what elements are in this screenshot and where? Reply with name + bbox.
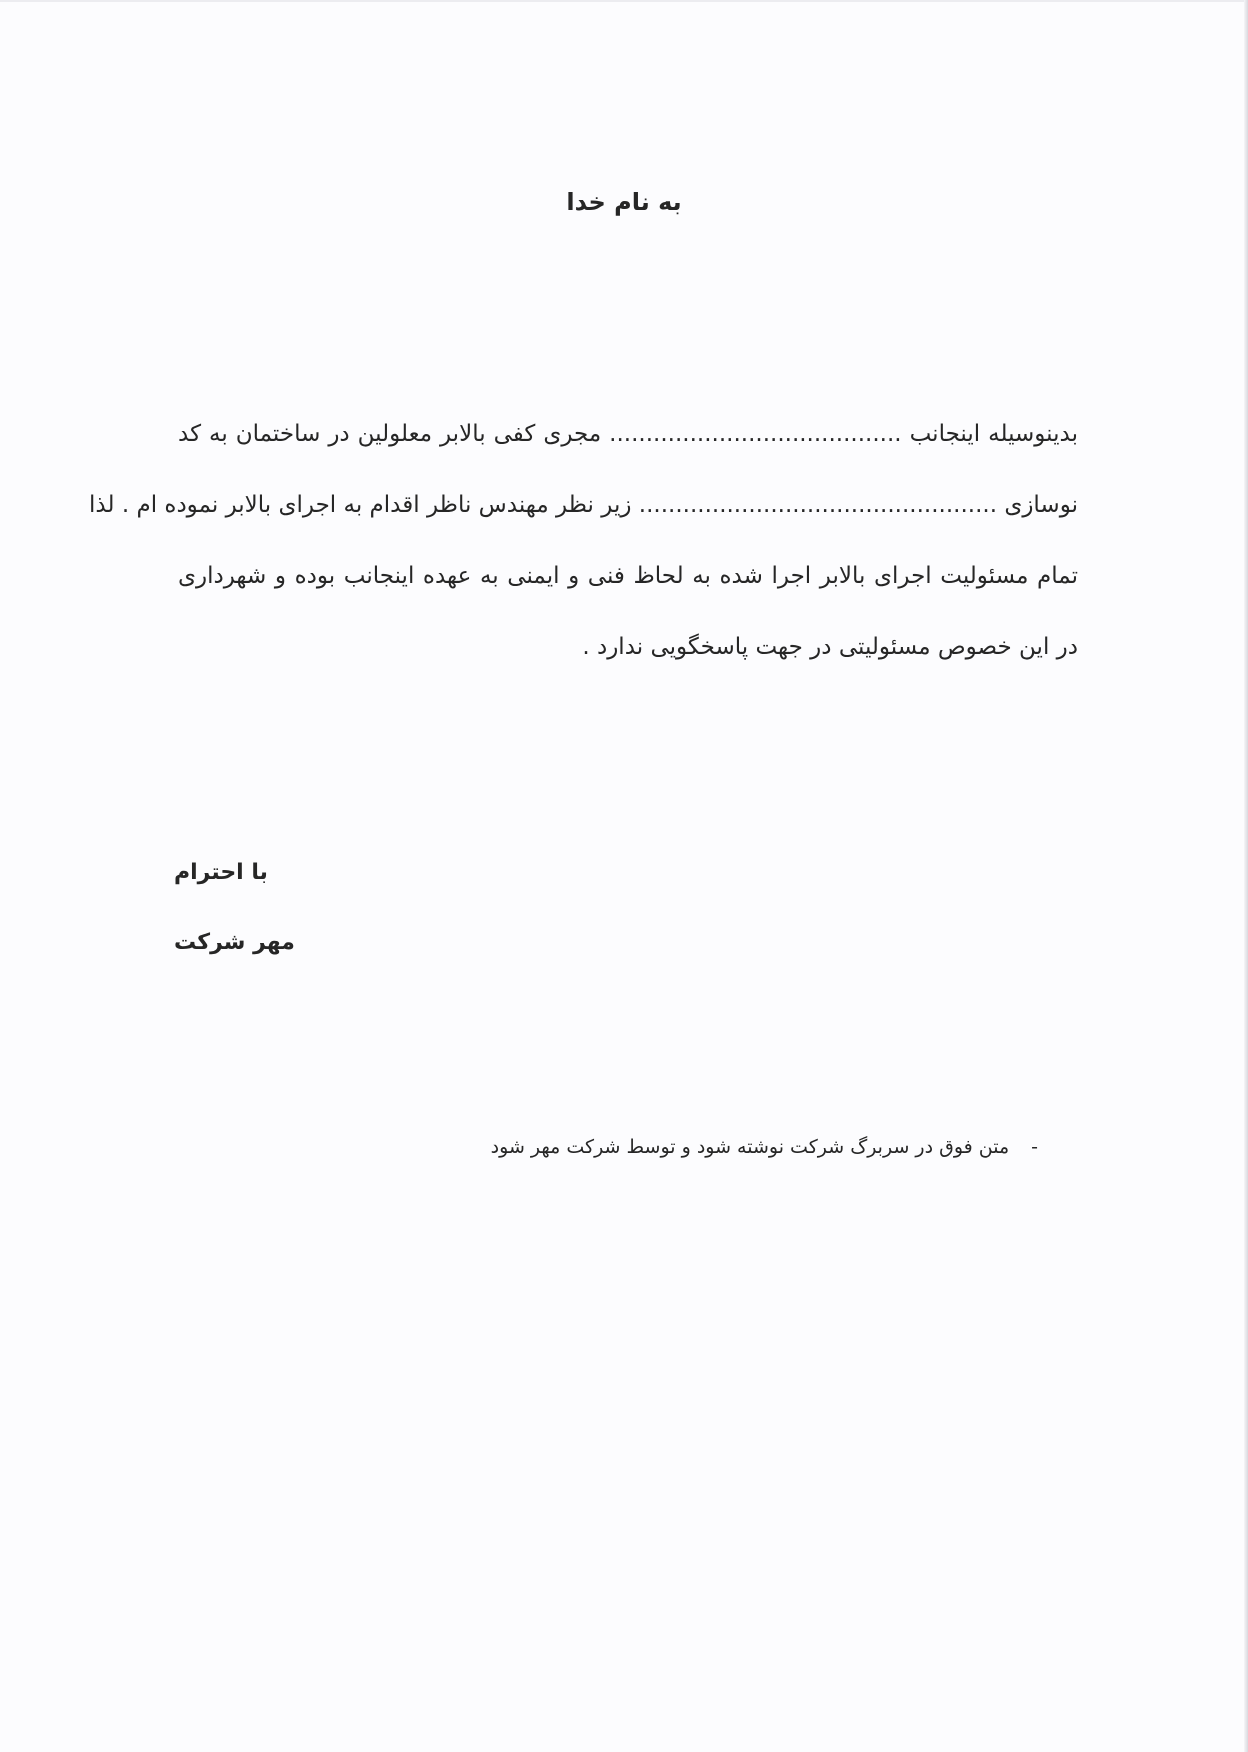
body-line-3: تمام مسئولیت اجرای بالابر اجرا شده به لحاظ فنی و ایمنی به عهده اینجانب بوده و شهرداری [178, 563, 1078, 589]
body-line-2: نوسازی ................................................. زیر نظر مهندس ناظر اقدام به اجرای بالابر نموده ام . لذا [89, 492, 1078, 518]
page-top-edge [0, 0, 1248, 2]
body-line-4: در این خصوص مسئولیتی در جهت پاسخگویی ندارد . [582, 634, 1078, 660]
instruction-note [491, 1133, 1038, 1161]
page-right-edge [1244, 0, 1248, 1752]
note-text: متن فوق در سربرگ شرکت نوشته شود و توسط شرکت مهر شود [490, 1136, 1010, 1158]
closing-regards: با احترام [174, 860, 268, 885]
body-line-1: بدینوسیله اینجانب ........................................ مجری کفی بالابر معلولین در ساختمان به کد [178, 421, 1078, 447]
document-title: به نام خدا [566, 188, 682, 216]
company-seal-label: مهر شرکت [174, 930, 295, 955]
document-body [89, 408, 1078, 692]
note-bullet: - [1031, 1136, 1038, 1158]
